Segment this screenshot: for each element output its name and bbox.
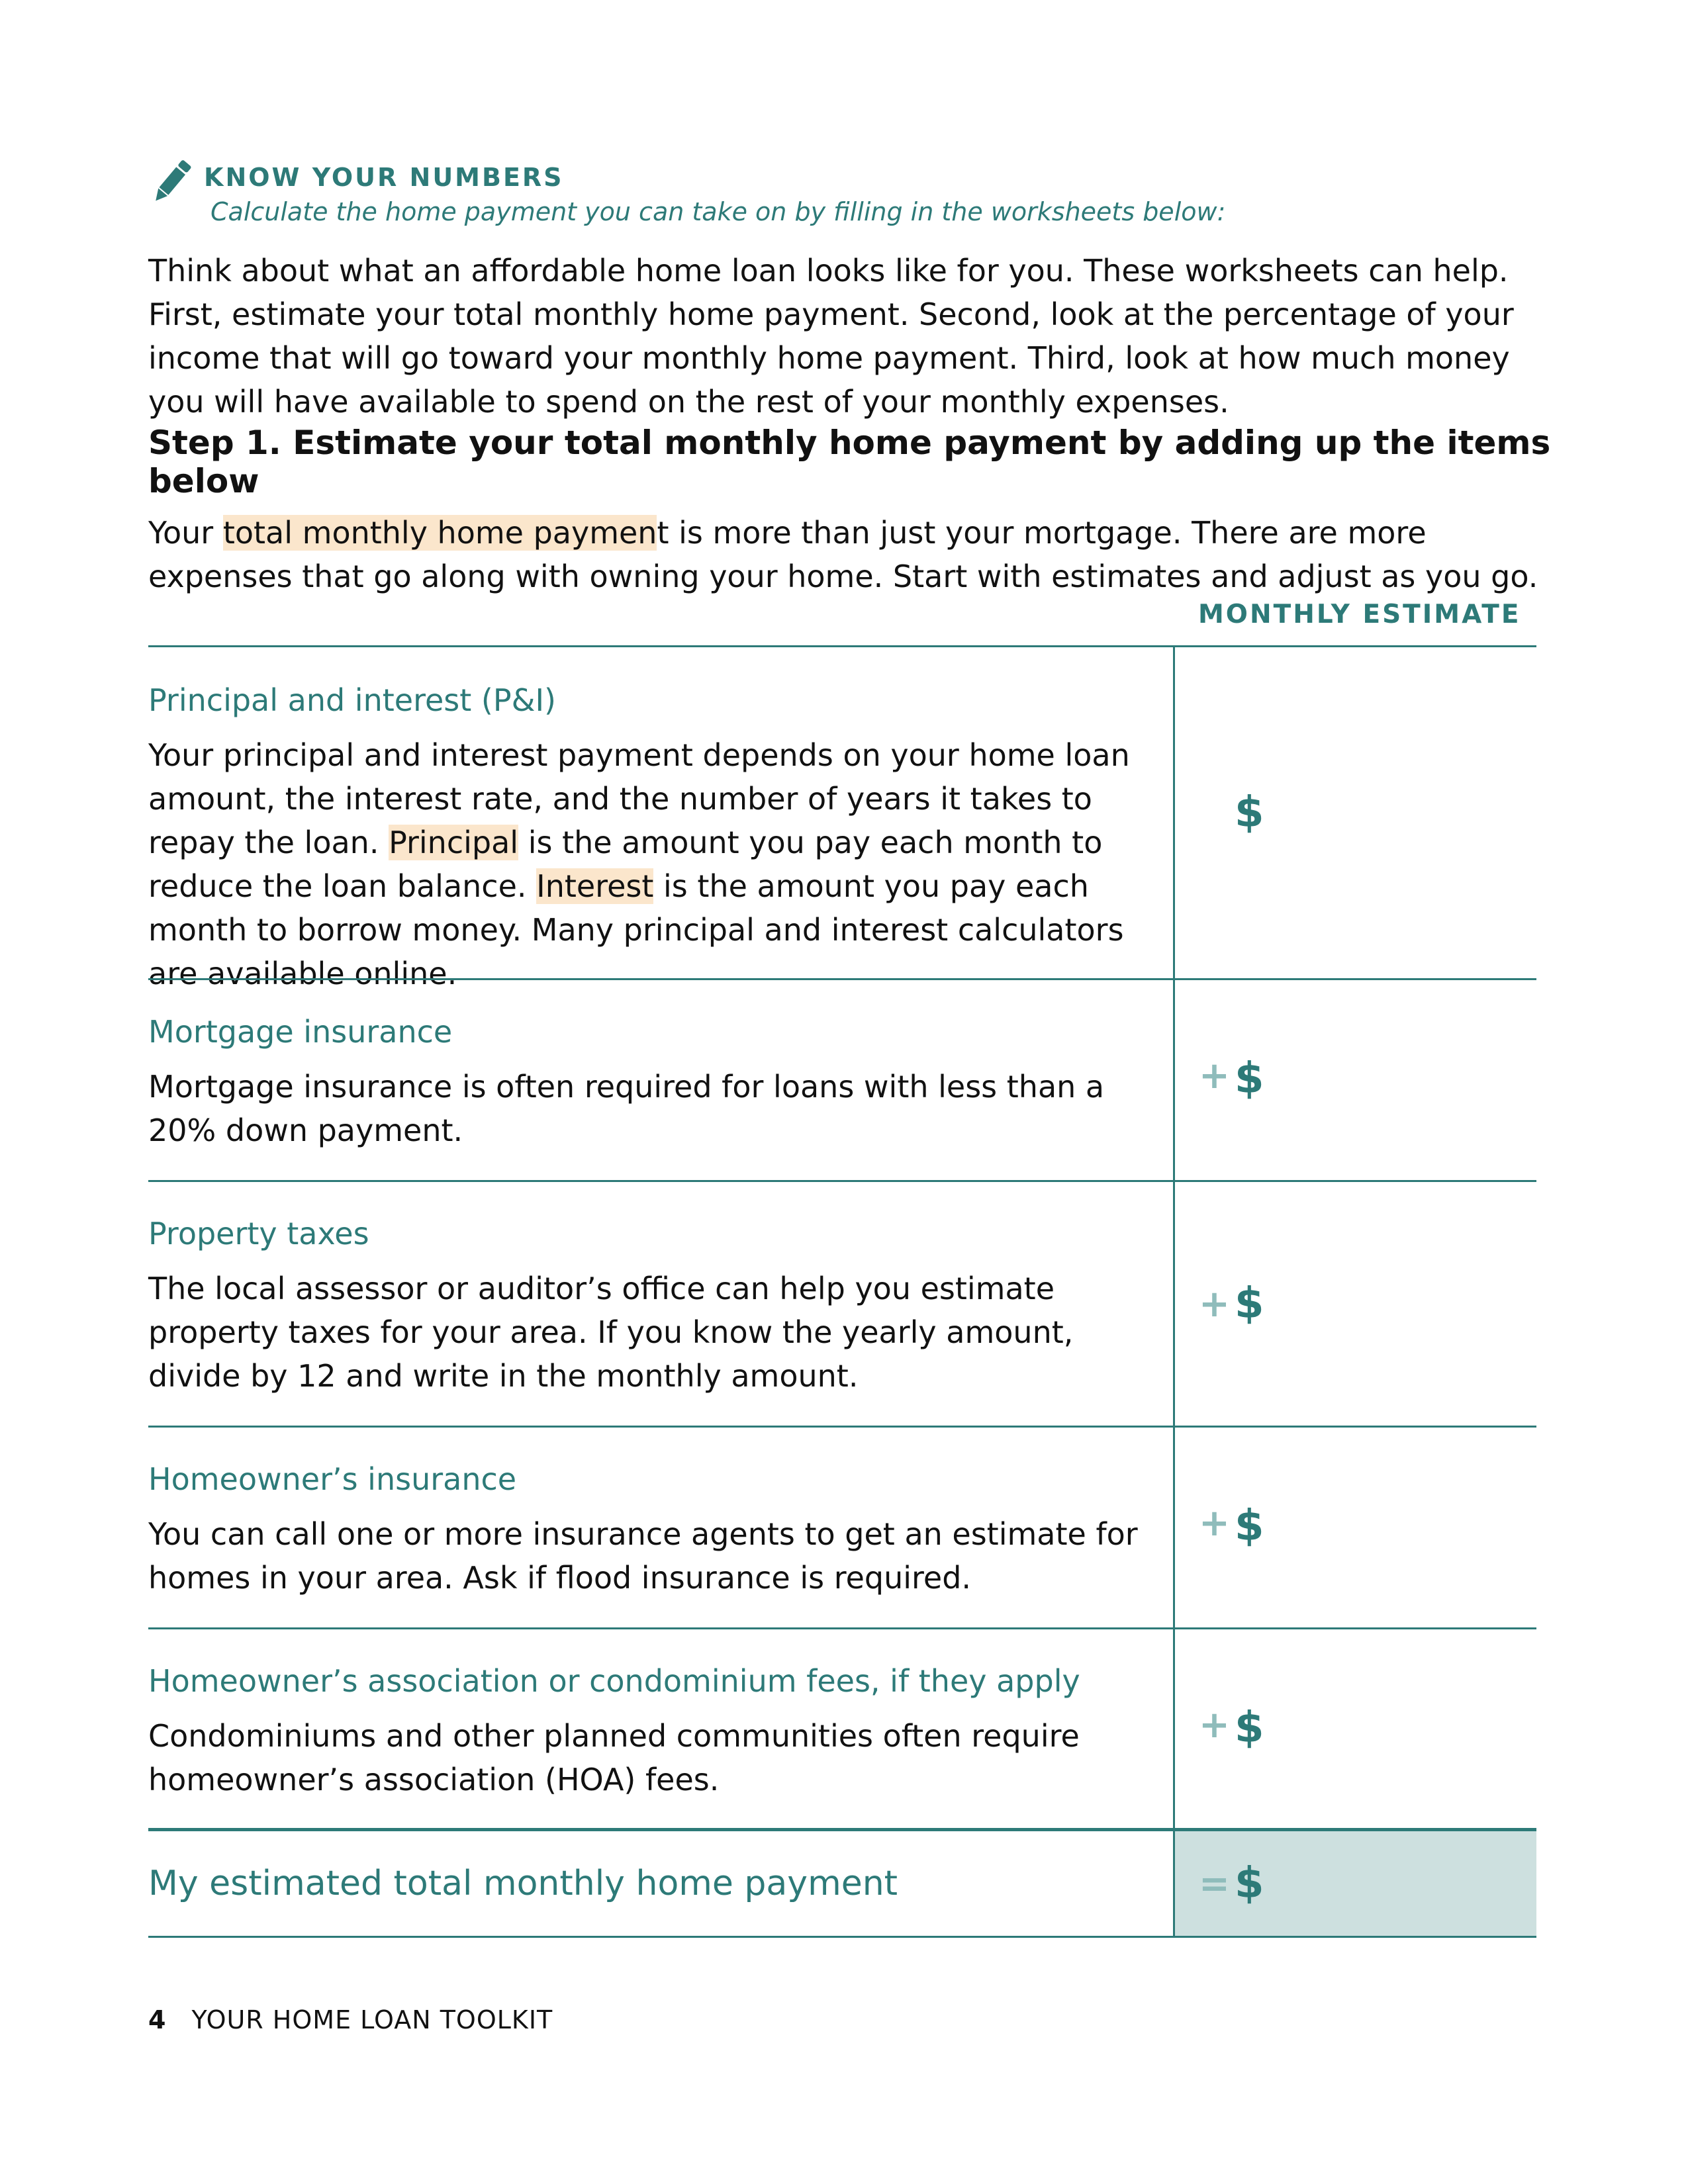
row-description [148,1629,1173,1828]
monthly-estimate-header: MONTHLY ESTIMATE [1198,600,1521,629]
dollar-sign: $ [1235,788,1264,837]
step-1-text-after: t is more than just your mortgage. There are more expenses that go along with owning your home. Start with estimates and adjust as you go. [148,515,1538,594]
estimate-cell-mortgage-insurance[interactable] [1173,980,1536,1180]
page-footer [148,2005,553,2034]
estimate-cell-hoa-fees[interactable] [1173,1629,1536,1828]
estimate-cell-total[interactable] [1173,1831,1536,1936]
row-property-taxes [148,1180,1536,1426]
row-text: Your principal and interest payment depends on your home loan amount, the interest rate, and the number of years it takes to repay the loan. Principal is the amount you pay each month to reduce the loan balance. Interest is the amount you pay each month to borrow money. Many principal and interest calculators are available online. [148,737,1130,991]
dollar-sign: $ [1235,1054,1264,1103]
footer-title: YOUR HOME LOAN TOOLKIT [191,2005,553,2034]
dollar-sign: $ [1235,1859,1264,1908]
row-description [148,1182,1173,1426]
estimate-cell-property-taxes[interactable] [1173,1182,1536,1426]
highlight-principal: Principal [389,825,519,860]
estimate-cell-principal[interactable] [1173,647,1536,978]
page-number: 4 [148,2005,167,2034]
row-mortgage-insurance [148,978,1536,1180]
step-1-text-before: Your [148,515,223,551]
row-text: Condominiums and other planned communities often require homeowner’s association (HOA) fees. [148,1718,1080,1797]
row-homeowners-insurance [148,1426,1536,1627]
plus-operator: + [1199,1282,1230,1326]
row-description [148,1428,1173,1627]
row-description [148,1831,1173,1936]
plus-operator: + [1199,1502,1230,1545]
row-text: The local assessor or auditor’s office can help you estimate property taxes for your area. If you know the yearly amount, divide by 12 and write in the monthly amount. [148,1271,1074,1394]
section-kicker: KNOW YOUR NUMBERS [204,163,564,192]
row-title: Principal and interest (P&I) [148,682,556,718]
highlight-interest: Interest [536,868,654,904]
row-text: You can call one or more insurance agents to get an estimate for homes in your area. Ask if flood insurance is required. [148,1516,1138,1596]
row-description [148,980,1173,1180]
payment-worksheet [148,645,1536,1938]
section-subtitle: Calculate the home payment you can take on by filling in the worksheets below: [211,197,1226,226]
equals-operator: = [1199,1862,1230,1905]
row-text: Mortgage insurance is often required for loans with less than a 20% down payment. [148,1069,1105,1148]
dollar-sign: $ [1235,1279,1264,1328]
pencil-icon [146,156,197,208]
step-1-title: Step 1. Estimate your total monthly home payment by adding up the items below [148,424,1551,500]
highlight-total-monthly-payment: total monthly home paymen [222,515,657,551]
dollar-sign: $ [1235,1502,1264,1551]
row-title: Homeowner’s association or condominium fees, if they apply [148,1663,1080,1699]
row-description [148,647,1173,991]
row-title: Mortgage insurance [148,1014,453,1050]
row-total [148,1828,1536,1938]
plus-operator: + [1199,1704,1230,1747]
plus-operator: + [1199,1054,1230,1097]
row-title: Homeowner’s insurance [148,1461,517,1497]
step-1-paragraph [148,511,1538,598]
total-title: My estimated total monthly home payment [148,1864,898,1903]
row-title: Property taxes [148,1216,369,1251]
row-principal-interest [148,645,1536,991]
row-hoa-fees [148,1627,1536,1828]
dollar-sign: $ [1235,1704,1264,1752]
intro-paragraph: Think about what an affordable home loan looks like for you. These worksheets can help. First, estimate your total monthly home payment. Second, look at the percentage of your income that will go toward your monthly home payment. Third, look at how much money you will have available to spend on the rest of your monthly expenses. [148,253,1514,420]
estimate-cell-homeowners-insurance[interactable] [1173,1428,1536,1627]
